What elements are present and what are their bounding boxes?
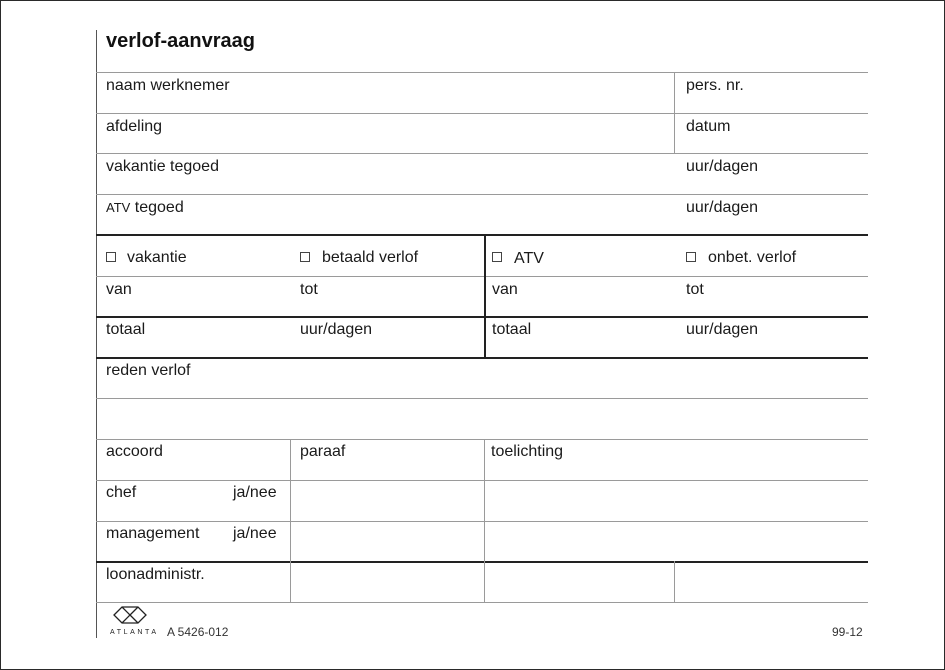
atv-balance-unit: uur/dagen xyxy=(686,199,759,216)
paid-leave-checkbox-label: betaald verlof xyxy=(322,249,419,266)
left-to-label: tot xyxy=(300,281,318,298)
chef-label: chef xyxy=(106,484,137,501)
chef-explanation-field[interactable] xyxy=(485,481,868,521)
atv-checkbox[interactable] xyxy=(492,252,502,262)
left-total-unit: uur/dagen xyxy=(300,321,373,338)
left-total-label: totaal xyxy=(106,321,146,338)
leave-request-form xyxy=(96,0,868,640)
right-total-unit: uur/dagen xyxy=(686,321,759,338)
left-from-label: van xyxy=(106,281,132,298)
payroll-explanation-field[interactable] xyxy=(485,563,674,603)
vacation-balance-label: vakantie tegoed xyxy=(106,158,219,175)
paid-leave-checkbox[interactable] xyxy=(300,252,310,262)
vacation-balance-unit: uur/dagen xyxy=(686,158,759,175)
right-from-label: van xyxy=(492,281,518,298)
divider xyxy=(96,439,868,440)
atv-checkbox-label: ATV xyxy=(514,250,544,267)
payroll-label: loonadministr. xyxy=(106,566,205,583)
date-label: datum xyxy=(686,118,731,135)
brand-name: ATLANTA xyxy=(110,629,159,636)
accord-label: accoord xyxy=(106,443,163,460)
reason-field[interactable] xyxy=(97,359,868,439)
right-total-label: totaal xyxy=(492,321,532,338)
unpaid-leave-checkbox-label: onbet. verlof xyxy=(708,249,797,266)
reason-label: reden verlof xyxy=(106,362,191,379)
explanation-label: toelichting xyxy=(491,443,564,460)
left-total-field[interactable] xyxy=(97,318,484,358)
left-to-field[interactable] xyxy=(291,277,484,317)
department-field[interactable] xyxy=(97,114,674,154)
right-to-label: tot xyxy=(686,281,704,298)
personnel-number-label: pers. nr. xyxy=(686,77,744,94)
chef-initials-field[interactable] xyxy=(291,481,484,521)
right-total-field[interactable] xyxy=(486,318,868,358)
atv-balance-label xyxy=(106,199,184,217)
employee-name-label: naam werknemer xyxy=(106,77,230,94)
initials-label: paraaf xyxy=(300,443,346,460)
payroll-initials-field[interactable] xyxy=(291,563,484,603)
form-title: verlof-aanvraag xyxy=(106,30,255,52)
atv-balance-suffix: tegoed xyxy=(134,199,184,216)
management-label: management xyxy=(106,525,200,542)
unpaid-leave-checkbox[interactable] xyxy=(686,252,696,262)
form-version: 99-12 xyxy=(832,625,863,639)
product-code: A 5426-012 xyxy=(167,625,229,639)
payroll-extra-field[interactable] xyxy=(675,563,868,603)
vacation-checkbox[interactable] xyxy=(106,252,116,262)
vacation-checkbox-label: vakantie xyxy=(127,249,187,266)
atlanta-logo-icon xyxy=(112,605,148,625)
management-initials-field[interactable] xyxy=(291,522,484,562)
atv-balance-prefix: ATV xyxy=(106,200,131,215)
management-explanation-field[interactable] xyxy=(485,522,868,562)
chef-yes-no[interactable]: ja/nee xyxy=(233,484,277,501)
department-label: afdeling xyxy=(106,118,163,135)
management-yes-no[interactable]: ja/nee xyxy=(233,525,277,542)
